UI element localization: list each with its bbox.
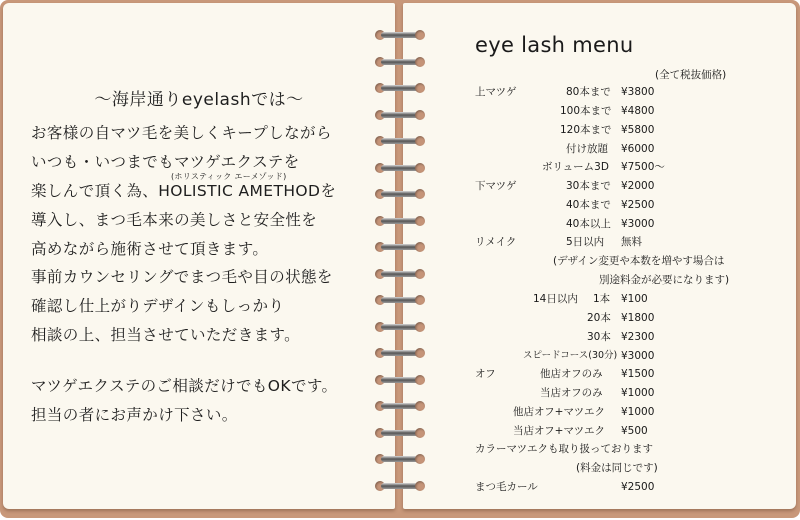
menu-item-price: ¥3000: [621, 218, 655, 230]
menu-item-name: 当店オフ+マツエク: [513, 425, 605, 437]
menu-item-name: 他店オフのみ: [540, 368, 603, 380]
menu-item-price: ¥1000: [621, 387, 655, 399]
menu-item-price: ¥5800: [621, 124, 655, 136]
ring-hole: [415, 348, 425, 358]
ring-wire: [381, 271, 419, 277]
ring-hole: [415, 428, 425, 438]
menu-item-price: ¥100: [621, 293, 648, 305]
intro-line: お客様の自マツ毛を美しくキープしながら: [31, 124, 332, 142]
remake-note: 別途料金が必要になります): [599, 274, 730, 286]
binding-ring: [373, 28, 427, 42]
intro-line: 相談の上、担当させていただきます。: [31, 326, 301, 344]
intro-line: 事前カウンセリングでまつ毛や目の状態を: [31, 268, 333, 286]
binding-ring: [373, 373, 427, 387]
ring-hole: [415, 136, 425, 146]
menu-item-name: 付け放題: [566, 143, 608, 155]
ring-wire: [381, 138, 419, 144]
ring-wire: [381, 32, 419, 38]
ring-hole: [415, 454, 425, 464]
menu-item-name: 100本まで: [560, 105, 612, 117]
ring-hole: [415, 481, 425, 491]
ring-hole: [415, 163, 425, 173]
right-page: [403, 3, 796, 509]
tax-note: (全て税抜価格): [655, 69, 727, 81]
menu-item-name: 1本: [593, 293, 611, 305]
ring-wire: [381, 350, 419, 356]
menu-item-name: 当店オフのみ: [540, 387, 603, 399]
ring-hole: [415, 242, 425, 252]
ring-wire: [381, 483, 419, 489]
ring-hole: [415, 401, 425, 411]
menu-item-price: ¥2500: [621, 199, 655, 211]
category-label: リメイク: [475, 236, 517, 248]
ring-wire: [381, 456, 419, 462]
menu-item-price: 無料: [621, 236, 642, 248]
menu-item-price: ¥3000: [621, 350, 655, 362]
menu-item-name: 5日以内: [566, 236, 605, 248]
menu-item-name: まつ毛カール: [475, 481, 538, 493]
binding-ring: [373, 267, 427, 281]
binding-ring: [373, 214, 427, 228]
menu-item-price: ¥1500: [621, 368, 655, 380]
holistic-reading: (ホリスティック エーメゾッド): [171, 172, 287, 181]
menu-item-name: 120本まで: [560, 124, 612, 136]
ring-wire: [381, 191, 419, 197]
menu-item-name: 20本: [587, 312, 611, 324]
menu-item-price: ¥3800: [621, 86, 655, 98]
binding-ring: [373, 320, 427, 334]
ring-hole: [415, 57, 425, 67]
ring-wire: [381, 430, 419, 436]
menu-item-price: ¥1800: [621, 312, 655, 324]
ring-hole: [415, 83, 425, 93]
binding-ring: [373, 55, 427, 69]
menu-item-name: 30本まで: [566, 180, 611, 192]
ring-wire: [381, 85, 419, 91]
menu-title: eye lash menu: [475, 33, 634, 57]
binding-ring: [373, 426, 427, 440]
ring-hole: [415, 110, 425, 120]
ring-hole: [415, 322, 425, 332]
intro-line: 確認し仕上がりデザインもしっかり: [31, 297, 285, 315]
intro-section: [3, 3, 395, 509]
ring-wire: [381, 59, 419, 65]
ring-wire: [381, 165, 419, 171]
binding-ring: [373, 346, 427, 360]
intro-line: 楽しんで頂く為、HOLISTIC AMETHODを: [31, 182, 337, 200]
remake-note: (デザイン変更や本数を増やす場合は: [553, 255, 725, 267]
ring-wire: [381, 244, 419, 250]
binding-ring: [373, 479, 427, 493]
menu-item-name: 他店オフ+マツエク: [513, 406, 605, 418]
ring-hole: [415, 295, 425, 305]
category-label: 下マツゲ: [475, 180, 517, 192]
menu-item-price: ¥2000: [621, 180, 655, 192]
binding-ring: [373, 108, 427, 122]
menu-item-price: ¥7500〜: [621, 161, 665, 173]
ring-wire: [381, 377, 419, 383]
menu-item-name: スピードコース(30分): [523, 350, 618, 361]
binding-ring: [373, 399, 427, 413]
menu-item-name: ボリューム3D: [542, 161, 609, 173]
category-label: 14日以内: [533, 293, 578, 305]
ring-hole: [415, 269, 425, 279]
binding-ring: [373, 293, 427, 307]
menu-item-price: ¥1000: [621, 406, 655, 418]
menu-item-price: ¥500: [621, 425, 648, 437]
intro-line: マツゲエクステのご相談だけでもOKです。: [31, 377, 338, 395]
menu-item-price: ¥6000: [621, 143, 655, 155]
binding-ring: [373, 452, 427, 466]
price-menu: [403, 3, 796, 509]
ring-wire: [381, 112, 419, 118]
ring-wire: [381, 403, 419, 409]
ring-wire: [381, 324, 419, 330]
intro-line: 導入し、まつ毛本来の美しさと安全性を: [31, 211, 318, 229]
category-label: 上マツゲ: [475, 86, 517, 98]
menu-item-name: 40本以上: [566, 218, 611, 230]
ring-hole: [415, 189, 425, 199]
binding-ring: [373, 240, 427, 254]
binding-ring: [373, 81, 427, 95]
menu-item-name: 30本: [587, 331, 611, 343]
left-page: [3, 3, 395, 509]
spiral-binding: [373, 28, 427, 498]
category-label: オフ: [475, 368, 496, 380]
intro-title: 〜海岸通りeyelashでは〜: [94, 90, 304, 110]
menu-item-name: 80本まで: [566, 86, 611, 98]
menu-item-name: 40本まで: [566, 199, 611, 211]
menu-item-price: ¥4800: [621, 105, 655, 117]
ring-wire: [381, 218, 419, 224]
menu-item-price: ¥2500: [621, 481, 655, 493]
intro-line: 担当の者にお声かけ下さい。: [31, 406, 238, 424]
menu-item-price: ¥2300: [621, 331, 655, 343]
ring-hole: [415, 30, 425, 40]
binding-ring: [373, 187, 427, 201]
ring-hole: [415, 375, 425, 385]
binding-ring: [373, 134, 427, 148]
intro-line: 高めながら施術させて頂きます。: [31, 240, 269, 258]
binding-ring: [373, 161, 427, 175]
ring-hole: [415, 216, 425, 226]
intro-line: いつも・いつまでもマツゲエクステを: [31, 153, 300, 171]
ring-wire: [381, 297, 419, 303]
color-lash-subnote: (料金は同じです): [576, 462, 658, 474]
color-lash-note: カラーマツエクも取り扱っております: [475, 443, 653, 455]
